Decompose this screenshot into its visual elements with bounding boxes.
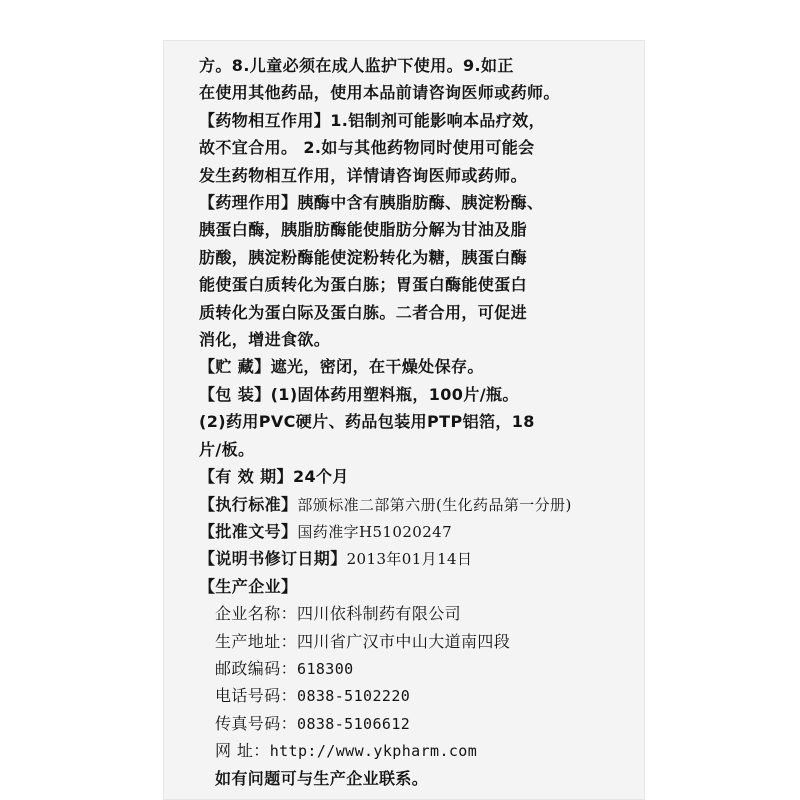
postcode-label: 邮政编码： [215,659,298,678]
text-line: (2)药用PVC硬片、药品包装用PTP铝箔，18 [199,412,535,431]
company-name: 四川依科制药有限公司 [297,604,462,623]
revision-label: 【说明书修订日期】 [199,549,347,568]
text-line: 在使用其他药品，使用本品前请咨询医师或药师。 [199,83,560,102]
address-label: 生产地址： [215,632,298,651]
section-revision-date [199,545,629,572]
section-pharmacology: 【药理作用】胰酶中含有胰脂肪酶、胰淀粉酶、 [199,193,544,212]
postcode-row [215,655,645,682]
address-value: 四川省广汉市中山大道南四段 [297,632,511,651]
company-name-label: 企业名称： [215,604,298,623]
footer-contact-note: 如有问题可与生产企业联系。 [215,769,429,788]
text-line: 片/板。 [199,440,255,459]
section-package: 【包 装】(1)固体药用塑料瓶，100片/瓶。 [199,385,519,404]
section-approval [199,518,629,545]
approval-label: 【批准文号】 [199,522,298,541]
approval-value: 国药准字H51020247 [297,523,453,541]
text-line: 方。8.儿童必须在成人监护下使用。9.如正 [199,56,514,75]
text-line: 消化，增进食欲。 [199,330,331,349]
address-row [215,628,645,655]
text-line: 能使蛋白质转化为蛋白胨；胃蛋白酶能使蛋白 [199,275,528,294]
company-name-row [215,600,645,627]
text-line: 发生药物相互作用，详情请咨询医师或药师。 [199,166,528,185]
text-line: 胰蛋白酶，胰脂肪酶能使脂肪分解为甘油及脂 [199,220,528,239]
section-standard [199,491,629,518]
standard-label: 【执行标准】 [199,495,298,514]
phone-label: 电话号码： [215,686,298,705]
fax-value: 0838-5106612 [297,715,411,733]
text-line: 故不宜合用。 2.如与其他药物同时使用可能会 [199,138,535,157]
section-validity: 【有 效 期】24个月 [199,467,349,486]
section-storage: 【贮 藏】遮光，密闭，在干燥处保存。 [199,357,484,376]
text-line: 肪酸，胰淀粉酶能使淀粉转化为糖，胰蛋白酶 [199,248,528,267]
website-value: http://www.ykpharm.com [269,742,478,760]
revision-value: 2013年01月14日 [346,550,473,568]
phone-row [215,682,645,709]
fax-row [215,710,645,737]
section-manufacturer: 【生产企业】 [199,577,298,596]
section-drug-interaction: 【药物相互作用】1.铝制剂可能影响本品疗效， [199,111,546,130]
website-row [215,737,645,764]
website-label: 网 址： [215,741,270,760]
fax-label: 传真号码： [215,714,298,733]
postcode-value: 618300 [297,660,354,678]
standard-value: 部颁标准二部第六册(生化药品第一分册) [297,496,572,514]
text-line: 质转化为蛋白际及蛋白胨。二者合用，可促进 [199,303,528,322]
phone-value: 0838-5102220 [297,687,411,705]
